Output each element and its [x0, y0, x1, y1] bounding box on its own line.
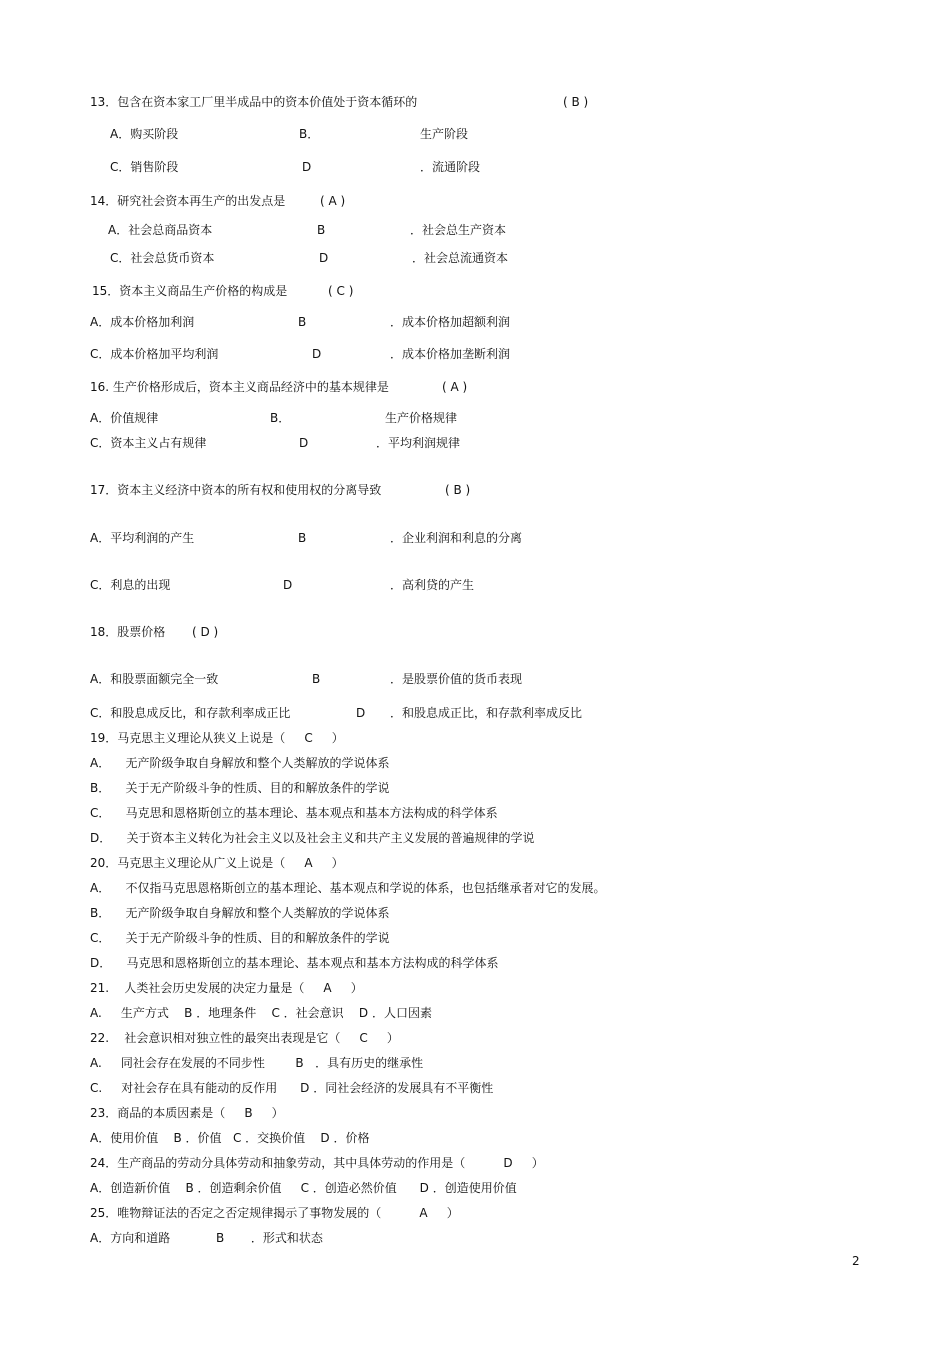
question-15-option-d-letter: D	[312, 347, 322, 361]
question-24-options: A．创造新价值 B ．创造剩余价值 C ．创造必然价值 D ．创造使用价值	[90, 1181, 517, 1195]
question-19-option-a: A． 无产阶级争取自身解放和整个人类解放的学说体系	[90, 756, 390, 770]
question-24-stem: 24．生产商品的劳动分具体劳动和抽象劳动，其中具体劳动的作用是（ D ）	[90, 1156, 544, 1170]
question-16-option-d-letter: D	[299, 436, 309, 450]
question-15-option-d: ．成本价格加垄断利润	[390, 347, 511, 361]
question-15-stem: 15．资本主义商品生产价格的构成是	[92, 284, 288, 298]
question-15-option-b: ．成本价格加超额利润	[390, 315, 511, 329]
question-18-option-a: A．和股票面额完全一致	[90, 672, 219, 686]
question-23-options: A．使用价值 B ．价值 C ．交换价值 D ．价格	[90, 1131, 370, 1145]
question-18-stem: 18．股票价格	[90, 625, 166, 639]
question-13-option-d-letter: D	[302, 160, 312, 174]
question-17-answer: ( B )	[445, 483, 471, 497]
question-19-stem: 19．马克思主义理论从狭义上说是（ C ）	[90, 731, 344, 745]
question-18-option-c: C．和股息成反比，和存款利率成正比	[90, 706, 291, 720]
question-13-option-b-letter: B．	[299, 127, 320, 141]
question-13-option-d: ．流通阶段	[420, 160, 481, 174]
question-18-option-d: ．和股息成正比，和存款利率成反比	[390, 706, 583, 720]
question-18-answer: ( D )	[192, 625, 219, 639]
page-number: 2	[852, 1254, 860, 1268]
question-13-option-b: 生产阶段	[420, 127, 469, 141]
question-17-option-d: ．高利贷的产生	[390, 578, 475, 592]
question-15-option-b-letter: B	[298, 315, 307, 329]
question-20-stem: 20．马克思主义理论从广义上说是（ A ）	[90, 856, 344, 870]
question-15-option-a: A．成本价格加利润	[90, 315, 195, 329]
question-21-stem: 21. 人类社会历史发展的决定力量是（ A ）	[90, 981, 363, 995]
question-22-options-cd: C. 对社会存在具有能动的反作用 D ．同社会经济的发展具有不平衡性	[90, 1081, 494, 1095]
question-14-option-b-letter: B	[317, 223, 326, 237]
question-15-option-c: C．成本价格加平均利润	[90, 347, 219, 361]
question-13-option-c: C．销售阶段	[110, 160, 179, 174]
question-17-option-b: ．企业利润和利息的分离	[390, 531, 523, 545]
question-13-answer: ( B )	[563, 95, 589, 109]
question-16-option-a: A．价值规律	[90, 411, 159, 425]
question-25-stem: 25．唯物辩证法的否定之否定规律揭示了事物发展的（ A ）	[90, 1206, 459, 1220]
question-22-options-ab: A. 同社会存在发展的不同步性 B ．具有历史的继承性	[90, 1056, 424, 1070]
question-14-option-d-letter: D	[319, 251, 329, 265]
question-16-answer: ( A )	[442, 380, 468, 394]
question-16-option-b-letter: B．	[270, 411, 291, 425]
question-13-stem: 13．包含在资本家工厂里半成品中的资本价值处于资本循环的	[90, 95, 418, 109]
question-21-options: A. 生产方式 B ．地理条件 C ．社会意识 D ．人口因素	[90, 1006, 432, 1020]
question-17-option-c: C．利息的出现	[90, 578, 171, 592]
question-18-option-d-letter: D	[356, 706, 366, 720]
question-13-option-a: A．购买阶段	[110, 127, 179, 141]
question-17-option-d-letter: D	[283, 578, 293, 592]
question-15-answer: ( C )	[328, 284, 354, 298]
question-14-answer: ( A )	[320, 194, 346, 208]
question-16-option-c: C．资本主义占有规律	[90, 436, 207, 450]
question-14-option-c: C．社会总货币资本	[110, 251, 215, 265]
question-20-option-d: D． 马克思和恩格斯创立的基本理论、基本观点和基本方法构成的科学体系	[90, 956, 499, 970]
question-14-stem: 14．研究社会资本再生产的出发点是	[90, 194, 286, 208]
question-14-option-b: ．社会总生产资本	[410, 223, 507, 237]
question-16-option-b: 生产价格规律	[385, 411, 458, 425]
question-14-option-a: A．社会总商品资本	[108, 223, 213, 237]
question-22-stem: 22. 社会意识相对独立性的最突出表现是它（ C ）	[90, 1031, 399, 1045]
question-17-option-a: A．平均利润的产生	[90, 531, 195, 545]
question-16-stem: 16. 生产价格形成后，资本主义商品经济中的基本规律是	[90, 380, 389, 394]
question-16-option-d: ．平均利润规律	[376, 436, 461, 450]
question-23-stem: 23．商品的本质因素是（ B ）	[90, 1106, 284, 1120]
question-20-option-b: B． 无产阶级争取自身解放和整个人类解放的学说体系	[90, 906, 390, 920]
question-19-option-b: B． 关于无产阶级斗争的性质、目的和解放条件的学说	[90, 781, 390, 795]
question-19-option-d: D． 关于资本主义转化为社会主义以及社会主义和共产主义发展的普遍规律的学说	[90, 831, 535, 845]
question-18-option-b: ．是股票价值的货币表现	[390, 672, 523, 686]
question-20-option-c: C． 关于无产阶级斗争的性质、目的和解放条件的学说	[90, 931, 390, 945]
question-25-options: A．方向和道路 B ．形式和状态	[90, 1231, 323, 1245]
question-18-option-b-letter: B	[312, 672, 321, 686]
question-17-stem: 17．资本主义经济中资本的所有权和使用权的分离导致	[90, 483, 382, 497]
question-20-option-a: A． 不仅指马克思恩格斯创立的基本理论、基本观点和学说的体系，也包括继承者对它的发展。	[90, 881, 606, 895]
question-17-option-b-letter: B	[298, 531, 307, 545]
question-19-option-c: C． 马克思和恩格斯创立的基本理论、基本观点和基本方法构成的科学体系	[90, 806, 498, 820]
question-14-option-d: ．社会总流通资本	[412, 251, 509, 265]
